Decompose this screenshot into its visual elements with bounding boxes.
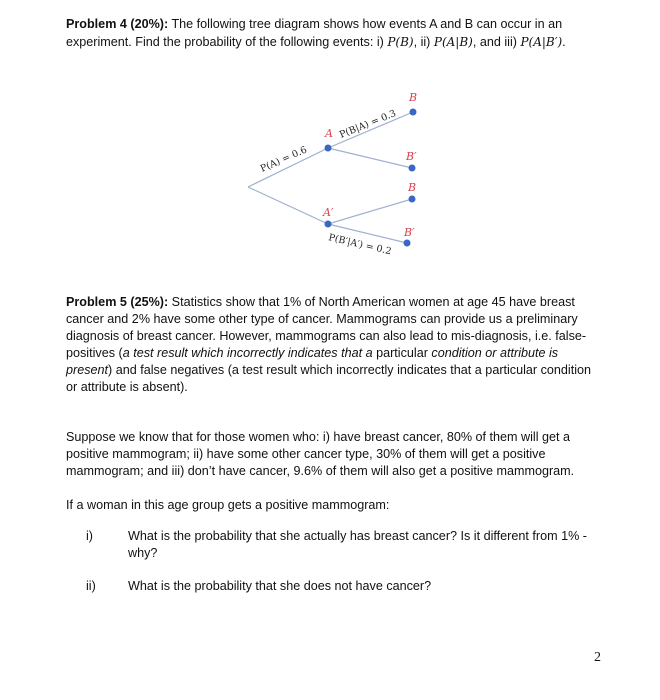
- para2-line1: Suppose we know that for those women who: i) have breast cancer, 80% of them will get a: [66, 430, 571, 444]
- problem4-weight: (20%):: [126, 17, 169, 31]
- text: The following tree diagram shows how events A and B can occur in an: [168, 17, 563, 31]
- text: ) and false negatives (a test result which incorrectly indicates that a particular condition: [108, 363, 592, 377]
- problem4-heading: Problem 4: [66, 17, 127, 31]
- question-text: What is the probability that she actually has breast cancer? Is it different from 1% -: [128, 529, 587, 543]
- edge-Aprime-B: [328, 199, 412, 224]
- math-expr: P(B): [387, 35, 414, 49]
- problem5-line2: cancer and 2% have some other type of cancer. Mammograms can provide us a preliminary: [66, 312, 578, 326]
- problem5-heading: Problem 5: [66, 295, 127, 309]
- label-Aprime: A′: [323, 206, 334, 219]
- problem5-line5: [66, 362, 591, 379]
- math-expr: P(A|B′): [520, 35, 563, 49]
- problem5-line1: [66, 294, 575, 311]
- label-B-bottom: B: [408, 181, 417, 194]
- label-Bprime-bottom: B′: [404, 226, 415, 239]
- problem5-weight: (25%):: [126, 295, 169, 309]
- label-pA: P(A) = 0.6: [258, 144, 309, 175]
- para3: If a woman in this age group gets a positive mammogram:: [66, 498, 390, 512]
- label-pBgA: P(B|A) = 0.3: [338, 108, 398, 141]
- text: , and iii): [472, 35, 521, 49]
- label-Bprime-top: B′: [406, 150, 417, 163]
- node-Aprime: [325, 221, 332, 228]
- edge-root-Aprime: [248, 187, 328, 224]
- question-number: i): [86, 529, 93, 543]
- text-italic: a test result which incorrectly indicates that a: [122, 346, 373, 360]
- text: positives (: [66, 346, 123, 360]
- question-number: ii): [86, 579, 96, 593]
- question-text: What is the probability that she does not have cancer?: [128, 579, 432, 593]
- text-italic: condition or attribute is: [431, 346, 559, 360]
- text: experiment. Find the probability of the following events: i): [66, 35, 388, 49]
- text: .: [562, 35, 566, 49]
- para2-line3: mammogram; and iii) don’t have cancer, 9.6% of them will also get a positive mammogram.: [66, 464, 575, 478]
- problem5-line6: or attribute is absent).: [66, 380, 188, 394]
- page-number: 2: [594, 650, 601, 665]
- text: , ii): [413, 35, 434, 49]
- text: Statistics show that 1% of North American women at age 45 have breast: [168, 295, 575, 309]
- problem5-line4: [66, 345, 558, 362]
- tree-diagram: [0, 0, 660, 300]
- text: particular: [372, 346, 432, 360]
- node-B-bottom: [409, 196, 416, 203]
- node-A: [325, 145, 332, 152]
- node-Bprime-bottom: [404, 240, 411, 247]
- node-Bprime-top: [409, 165, 416, 172]
- label-A: A: [325, 127, 333, 140]
- problem5-line3: diagnosis of breast cancer. However, mammograms can also lead to mis-diagnosis, i.e. false-: [66, 329, 587, 343]
- node-B-top: [410, 109, 417, 116]
- para2-line2: positive mammogram; ii) have some other cancer type, 30% of them will get a positive: [66, 447, 546, 461]
- text-italic: present: [66, 363, 109, 377]
- edge-A-Bprime: [328, 148, 412, 168]
- question-text: why?: [128, 546, 158, 560]
- math-expr: P(A|B): [433, 35, 473, 49]
- label-B-top: B: [409, 91, 418, 104]
- label-pBpgAp: P(B′|A′) = 0.2: [327, 232, 393, 258]
